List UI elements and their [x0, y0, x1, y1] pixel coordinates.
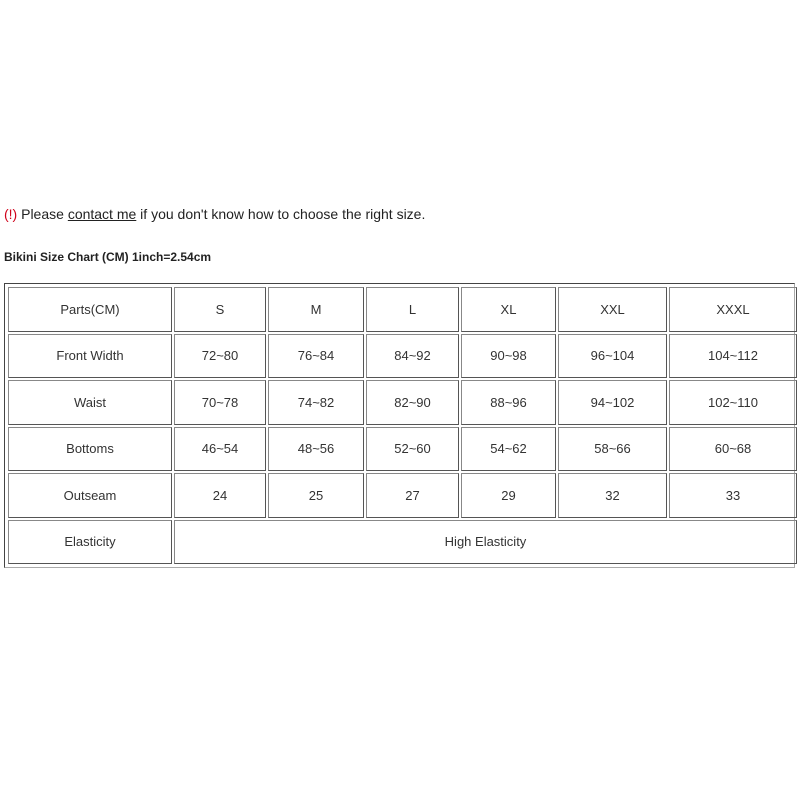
elasticity-value-cell: High Elasticity	[174, 520, 797, 565]
table-cell: 52~60	[366, 427, 459, 472]
header-cell-xxl: XXL	[558, 287, 667, 332]
header-cell-l: L	[366, 287, 459, 332]
header-cell-m: M	[268, 287, 364, 332]
table-cell: 54~62	[461, 427, 556, 472]
header-cell-xxxl: XXXL	[669, 287, 797, 332]
table-row-elasticity	[8, 520, 797, 565]
table-cell: 94~102	[558, 380, 667, 425]
table-cell: 102~110	[669, 380, 797, 425]
table-cell: 90~98	[461, 334, 556, 379]
row-label: Elasticity	[8, 520, 172, 565]
table-row-outseam	[8, 473, 797, 518]
table-cell: 74~82	[268, 380, 364, 425]
table-row-bottoms	[8, 427, 797, 472]
row-label: Bottoms	[8, 427, 172, 472]
table-cell: 70~78	[174, 380, 266, 425]
header-cell-xl: XL	[461, 287, 556, 332]
table-cell: 24	[174, 473, 266, 518]
row-label: Waist	[8, 380, 172, 425]
size-chart-title: Bikini Size Chart (CM) 1inch=2.54cm	[4, 250, 212, 264]
warning-marker: (!)	[4, 206, 18, 222]
table-cell: 88~96	[461, 380, 556, 425]
notice-text-after: if you don't know how to choose the right size.	[136, 206, 426, 222]
table-cell: 25	[268, 473, 364, 518]
table-cell: 84~92	[366, 334, 459, 379]
table-cell: 33	[669, 473, 797, 518]
table-cell: 104~112	[669, 334, 797, 379]
table-cell: 48~56	[268, 427, 364, 472]
size-help-notice	[4, 206, 425, 222]
table-row-waist	[8, 380, 797, 425]
table-cell: 46~54	[174, 427, 266, 472]
row-label: Front Width	[8, 334, 172, 379]
table-cell: 29	[461, 473, 556, 518]
table-cell: 32	[558, 473, 667, 518]
notice-text-before: Please	[17, 206, 68, 222]
table-cell: 72~80	[174, 334, 266, 379]
table-cell: 96~104	[558, 334, 667, 379]
contact-me-link[interactable]: contact me	[67, 206, 137, 222]
table-row-front-width	[8, 334, 797, 379]
header-cell-parts: Parts(CM)	[8, 287, 172, 332]
table-cell: 76~84	[268, 334, 364, 379]
size-chart-table	[6, 285, 799, 566]
header-row	[8, 287, 797, 332]
table-cell: 82~90	[366, 380, 459, 425]
table-cell: 27	[366, 473, 459, 518]
table-cell: 58~66	[558, 427, 667, 472]
row-label: Outseam	[8, 473, 172, 518]
header-cell-s: S	[174, 287, 266, 332]
table-cell: 60~68	[669, 427, 797, 472]
